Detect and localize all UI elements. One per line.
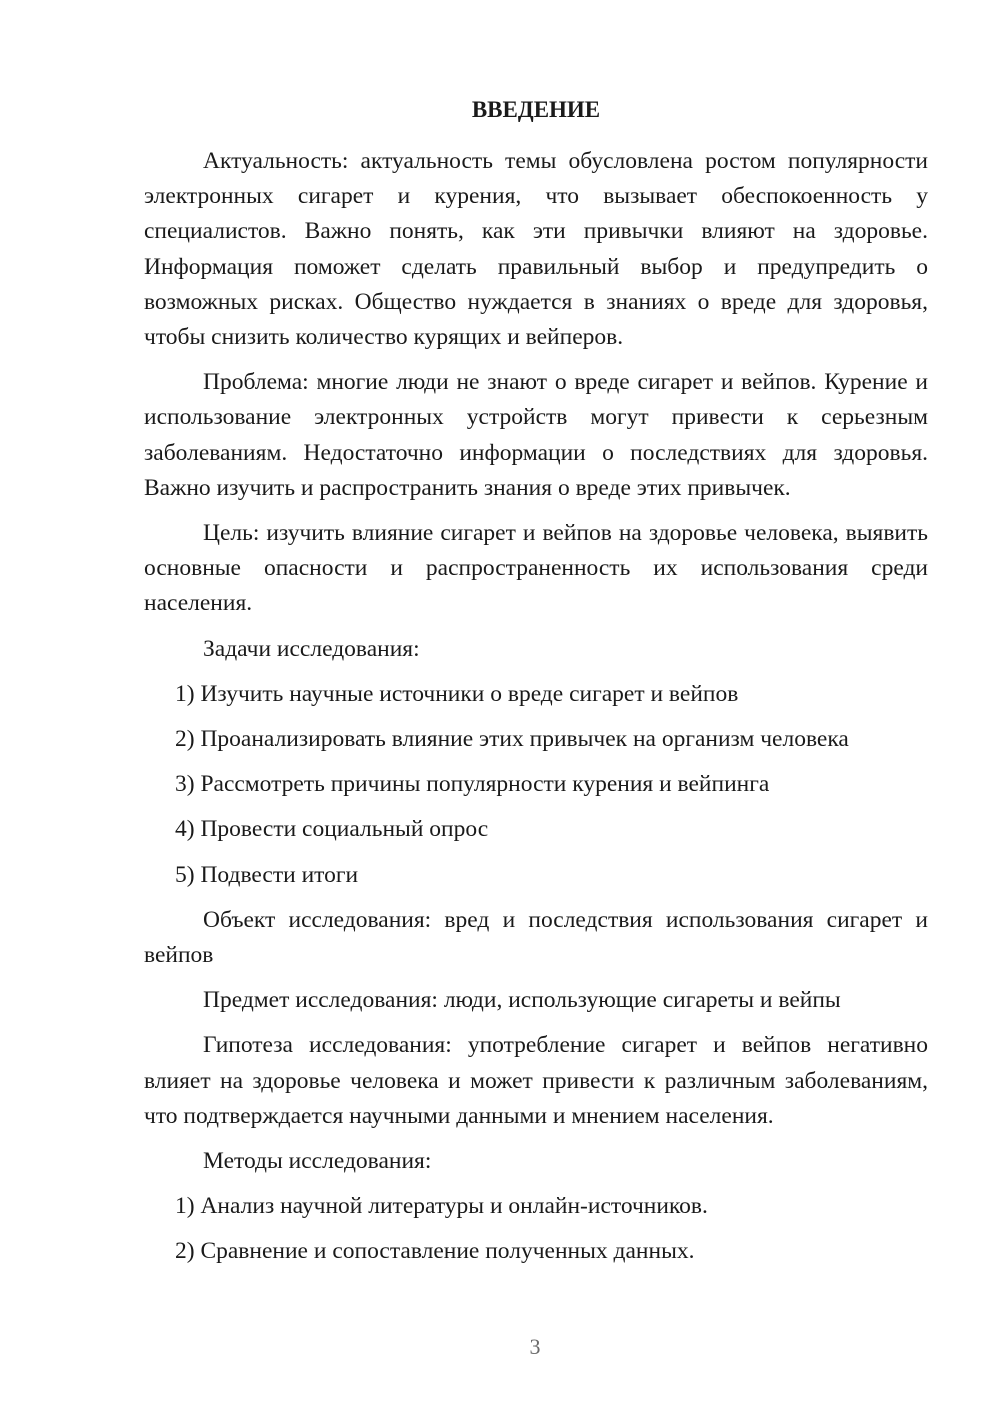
goal-paragraph: Цель: изучить влияние сигарет и вейпов на здоровье человека, выявить основные опасности и распространенность их использования среди населения. bbox=[144, 520, 928, 617]
task-item: 2) Проанализировать влияние этих привычек на организм человека bbox=[175, 726, 849, 753]
document-page bbox=[144, 90, 928, 1270]
task-item: 3) Рассмотреть причины популярности курения и вейпинга bbox=[175, 771, 770, 798]
section-heading: ВВЕДЕНИЕ bbox=[471, 97, 601, 122]
task-item: 1) Изучить научные источники о вреде сигарет и вейпов bbox=[175, 680, 739, 707]
object-paragraph: Объект исследования: вред и последствия использования сигарет и вейпов bbox=[144, 906, 928, 969]
task-item: 5) Подвести итоги bbox=[175, 861, 359, 888]
method-item: 1) Анализ научной литературы и онлайн-источников. bbox=[175, 1193, 708, 1220]
method-item: 2) Сравнение и сопоставление полученных данных. bbox=[175, 1238, 695, 1265]
methods-title: Методы исследования: bbox=[203, 1148, 432, 1175]
subject-paragraph: Предмет исследования: люди, использующие сигареты и вейпы bbox=[203, 987, 841, 1014]
hypothesis-paragraph: Гипотеза исследования: употребление сигарет и вейпов негативно влияет на здоровье человека и может привести к различным заболеваниям, что подтверждается научными данными и мнением населения. bbox=[144, 1032, 928, 1129]
task-item: 4) Провести социальный опрос bbox=[175, 816, 489, 843]
page-number: 3 bbox=[529, 1334, 541, 1359]
tasks-title: Задачи исследования: bbox=[203, 635, 420, 662]
problem-paragraph: Проблема: многие люди не знают о вреде сигарет и вейпов. Курение и использование электронных устройств могут привести к серьезным заболеваниям. Недостаточно информации о последствиях для здоровья. Важно изучить и распространить знания о вреде этих привычек. bbox=[144, 369, 928, 501]
relevance-paragraph: Актуальность: актуальность темы обусловлена ростом популярности электронных сигарет и курения, что вызывает обеспокоенность у специалистов. Важно понять, как эти привычки влияют на здоровье. Информация поможет сделать правильный выбор и предупредить о возможных рисках. Общество нуждается в знаниях о вреде для здоровья, чтобы снизить количество курящих и вейперов. bbox=[144, 148, 928, 351]
